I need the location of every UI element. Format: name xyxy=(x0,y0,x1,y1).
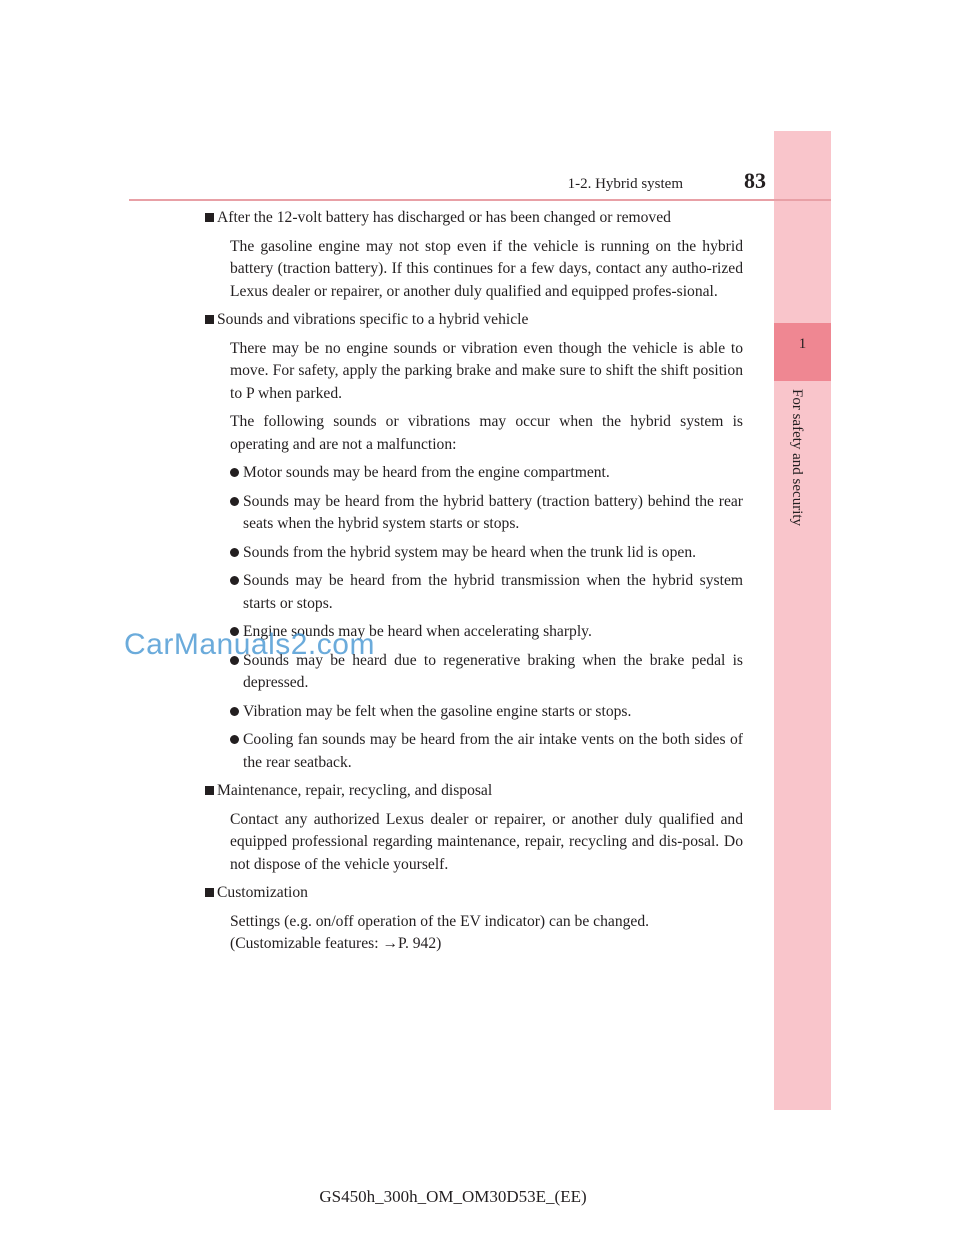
square-bullet-icon xyxy=(205,315,214,324)
section-heading xyxy=(204,780,743,803)
list-item-text: Vibration may be felt when the gasoline engine starts or stops. xyxy=(243,702,632,720)
list-item-text: Motor sounds may be heard from the engine compartment. xyxy=(243,464,610,481)
list-item-text: Sounds may be heard from the hybrid battery (traction battery) behind the rear seats when the hybrid system starts or stops. xyxy=(243,492,743,532)
section-heading xyxy=(204,207,743,230)
list-item-text: Sounds from the hybrid system may be heard when the trunk lid is open. xyxy=(243,543,697,561)
list-item-text: Engine sounds may be heard when accelerating sharply. xyxy=(243,623,592,640)
round-bullet-icon xyxy=(230,576,239,585)
list-item xyxy=(230,462,743,485)
list-item-text: Sounds may be heard due to regenerative braking when the brake pedal is depressed. xyxy=(243,651,743,691)
page-content xyxy=(217,207,743,962)
chapter-number: 1 xyxy=(798,336,807,352)
paragraph-line: (Customizable features: →P. 942) xyxy=(230,935,442,952)
list-item xyxy=(230,701,743,724)
paragraph-line: Settings (e.g. on/off operation of the EV indicator) can be changed. xyxy=(230,912,650,930)
list-item-text: Cooling fan sounds may be heard from the air intake vents on the both sides of the rear seatback. xyxy=(243,731,743,771)
round-bullet-icon xyxy=(230,548,239,557)
paragraph: There may be no engine sounds or vibration even though the vehicle is able to move. For safety, apply the parking brake and make sure to shift the shift position to P when parked. xyxy=(230,339,743,402)
round-bullet-icon xyxy=(230,468,239,477)
list-item xyxy=(230,729,743,774)
round-bullet-icon xyxy=(230,707,239,716)
section-heading xyxy=(204,309,743,332)
square-bullet-icon xyxy=(205,213,214,222)
heading-text: Sounds and vibrations specific to a hybrid vehicle xyxy=(217,311,529,328)
section-heading xyxy=(204,882,743,905)
header-rule xyxy=(129,199,831,201)
paragraph: Contact any authorized Lexus dealer or repairer, or another duly qualified and equipped professional regarding maintenance, repair, recycling and dis-posal. Do not dispose of the vehicle yourself. xyxy=(230,810,743,873)
paragraph: The gasoline engine may not stop even if the vehicle is running on the hybrid battery (traction battery). If this continues for a few days, contact any autho-rized Lexus dealer or repairer, or another duly qualified and equipped profes-sional. xyxy=(230,237,743,300)
list-item xyxy=(230,570,743,615)
round-bullet-icon xyxy=(230,497,239,506)
watermark-logo[interactable]: CarManuals2.com xyxy=(124,628,375,661)
list-item-text: Sounds may be heard from the hybrid transmission when the hybrid system starts or stops. xyxy=(243,572,743,612)
chapter-label: For safety and security xyxy=(789,389,805,527)
round-bullet-icon xyxy=(230,735,239,744)
list-item xyxy=(230,491,743,536)
paragraph: The following sounds or vibrations may occur when the hybrid system is operating and are not a malfunction: xyxy=(230,413,743,453)
side-tab xyxy=(774,131,831,1110)
footer-doc-code: GS450h_300h_OM_OM30D53E_(EE) xyxy=(319,1187,587,1206)
heading-text: Maintenance, repair, recycling, and disposal xyxy=(217,782,493,799)
page-number: 83 xyxy=(744,168,766,193)
square-bullet-icon xyxy=(205,888,214,897)
heading-text: After the 12-volt battery has discharged or has been changed or removed xyxy=(217,209,671,226)
square-bullet-icon xyxy=(205,786,214,795)
list-item xyxy=(230,542,743,565)
heading-text: Customization xyxy=(217,884,308,901)
section-title: 1-2. Hybrid system xyxy=(567,176,683,192)
